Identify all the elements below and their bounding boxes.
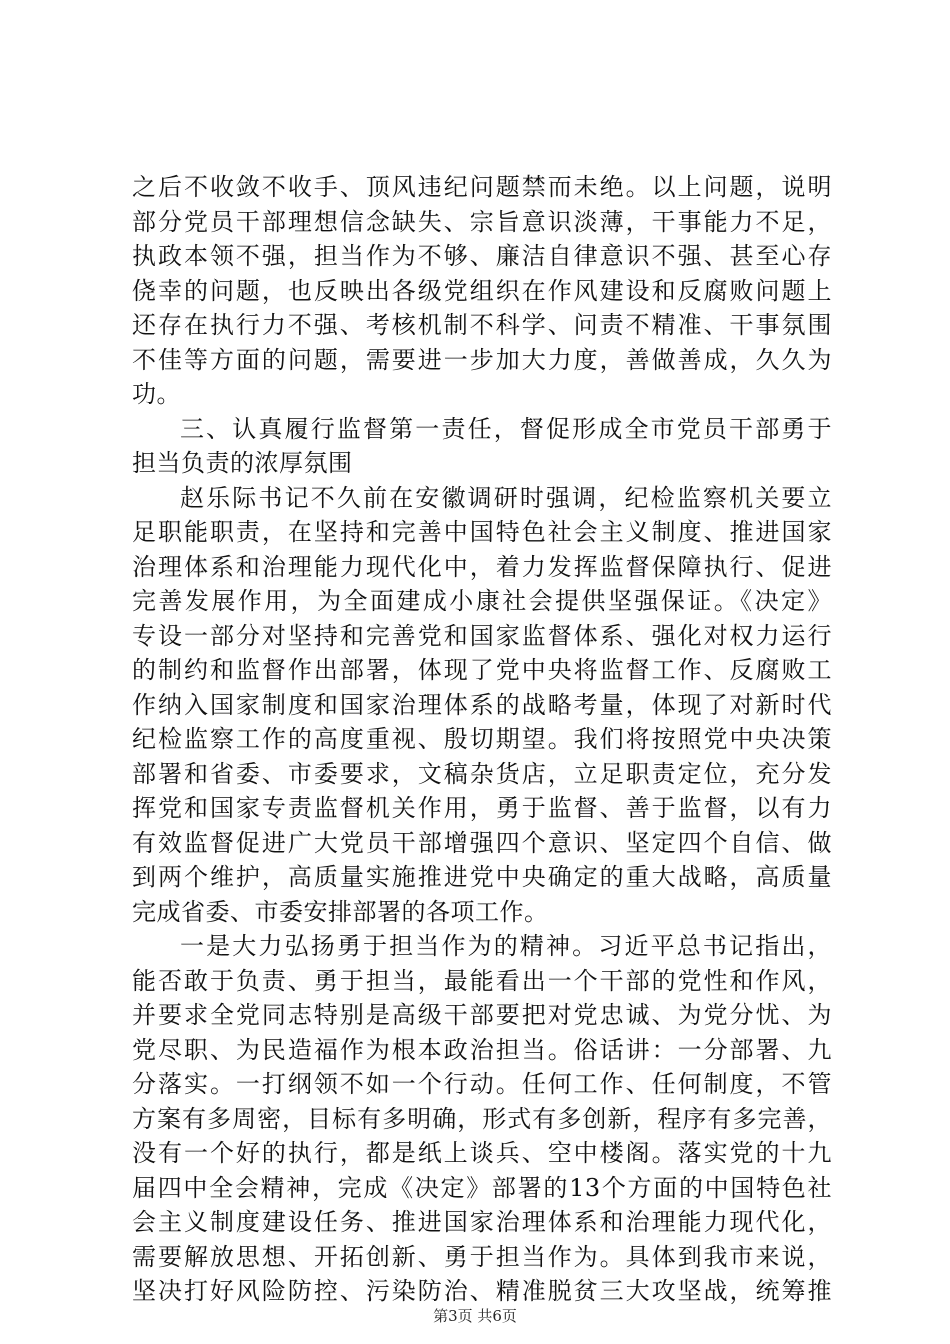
text-line: 部署和省委、市委要求，文稿杂货店，立足职责定位，充分发 xyxy=(132,759,832,788)
text-line: 挥党和国家专责监督机关作用，勇于监督、善于监督，以有力 xyxy=(132,794,832,822)
text-line: 不佳等方面的问题，需要进一步加大力度，善做善成，久久为 xyxy=(132,345,832,374)
text-line: 还存在执行力不强、考核机制不科学、问责不精准、干事氛围 xyxy=(132,311,832,339)
text-line: 需要解放思想、开拓创新、勇于担当作为。具体到我市来说， xyxy=(132,1242,832,1271)
text-line: 纪检监察工作的高度重视、殷切期望。我们将按照党中央决策 xyxy=(132,725,832,753)
text-line: 会主义制度建设任务、推进国家治理体系和治理能力现代化， xyxy=(132,1208,832,1236)
text-line: 有效监督促进广大党员干部增强四个意识、坚定四个自信、做 xyxy=(132,828,832,857)
document-body xyxy=(132,170,832,1309)
text-line: 能否敢于负责、勇于担当，最能看出一个干部的党性和作风， xyxy=(132,966,832,995)
text-line: 治理体系和治理能力现代化中，着力发挥监督保障执行、促进 xyxy=(132,552,832,581)
text-line: 分落实。一打纲领不如一个行动。任何工作、任何制度，不管 xyxy=(132,1070,832,1098)
text-line: 届四中全会精神，完成《决定》部署的13个方面的中国特色社 xyxy=(132,1173,832,1202)
text-line: 赵乐际书记不久前在安徽调研时强调，纪检监察机关要立 xyxy=(180,483,832,512)
text-line: 执政本领不强，担当作为不够、廉洁自律意识不强、甚至心存 xyxy=(132,242,832,270)
text-line: 并要求全党同志特别是高级干部要把对党忠诚、为党分忧、为 xyxy=(132,1001,832,1029)
text-line: 党尽职、为民造福作为根本政治担当。俗话讲：一分部署、九 xyxy=(132,1035,832,1064)
text-line: 部分党员干部理想信念缺失、宗旨意识淡薄，干事能力不足， xyxy=(132,207,832,236)
text-line: 之后不收敛不收手、顶风违纪问题禁而未绝。以上问题，说明 xyxy=(132,173,832,201)
text-line: 方案有多周密，目标有多明确，形式有多创新，程序有多完善， xyxy=(132,1104,832,1133)
text-line: 完善发展作用，为全面建成小康社会提供坚强保证。《决定》 xyxy=(132,587,832,615)
text-line: 到两个维护，高质量实施推进党中央确定的重大战略，高质量 xyxy=(132,863,832,891)
text-line: 专设一部分对坚持和完善党和国家监督体系、强化对权力运行 xyxy=(132,621,832,650)
text-line: 三、认真履行监督第一责任，督促形成全市党员干部勇于 xyxy=(180,414,832,443)
text-line: 作纳入国家制度和国家治理体系的战略考量，体现了对新时代 xyxy=(132,690,832,719)
text-line: 坚决打好风险防控、污染防治、精准脱贫三大攻坚战，统筹推 xyxy=(132,1277,832,1305)
text-line: 一是大力弘扬勇于担当作为的精神。习近平总书记指出， xyxy=(180,932,832,960)
text-line: 没有一个好的执行，都是纸上谈兵、空中楼阁。落实党的十九 xyxy=(132,1139,832,1167)
text-line: 的制约和监督作出部署，体现了党中央将监督工作、反腐败工 xyxy=(132,656,832,684)
text-line: 完成省委、市委安排部署的各项工作。 xyxy=(132,897,549,926)
text-line: 功。 xyxy=(132,380,181,408)
page-number-footer: 第3页 共6页 xyxy=(433,1307,517,1325)
text-line: 担当负责的浓厚氛围 xyxy=(132,449,353,477)
text-line: 足职能职责，在坚持和完善中国特色社会主义制度、推进国家 xyxy=(132,518,832,546)
text-line: 侥幸的问题，也反映出各级党组织在作风建设和反腐败问题上 xyxy=(132,276,832,305)
